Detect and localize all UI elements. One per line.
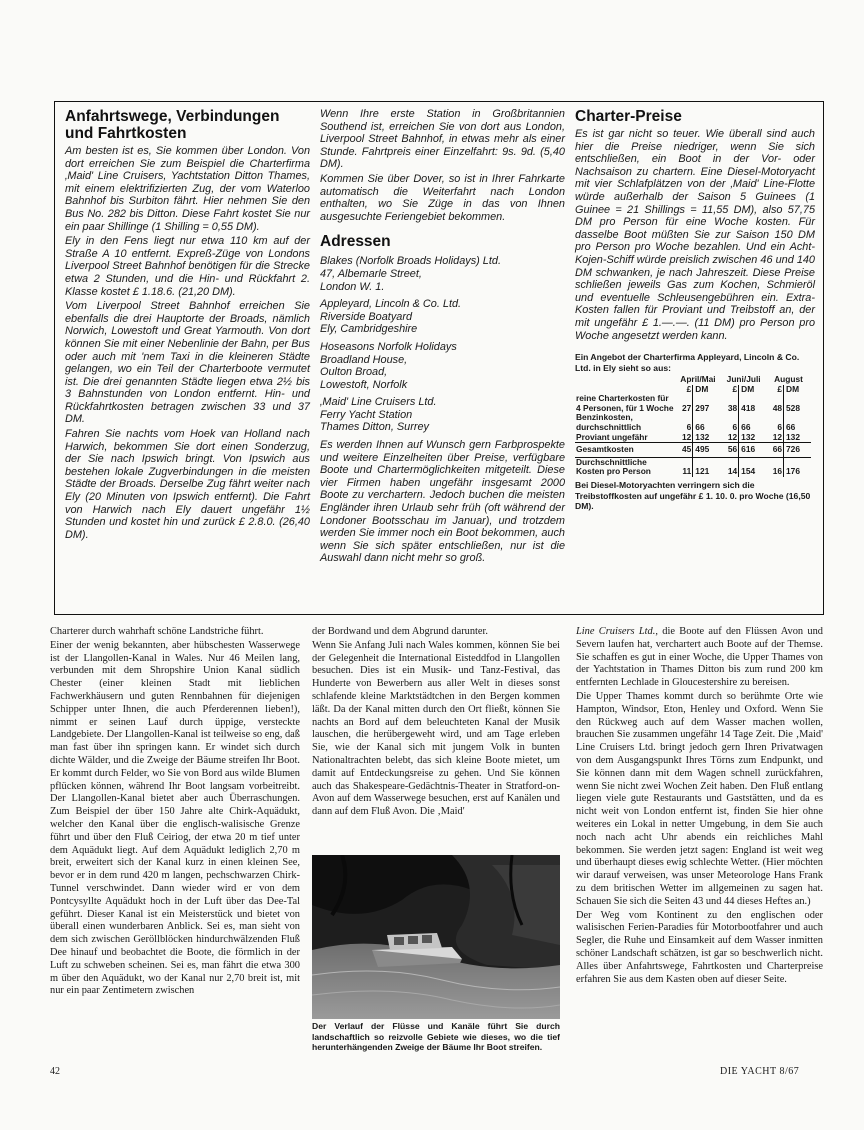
travel-paragraph: Vom Liverpool Street Bahnhof erreichen Sie ebenfalls die drei Hauptorte der Broads, nämlich Norwich, Lowestoft und Great Yarmouth. Von dort können Sie mit einer Nebenlinie der Bahn, per Bus oder auch mit 'nem Taxi in die kleineren Städte gelangen, wo ein Teil der Charterboote vermutet ist. Die drei genannten Städte liegen etwa 2½ bis 3 Bahnstunden von London entfernt. Hin- und Rückfahrtkosten betragen zwischen 33 und 37 DM.: [65, 300, 310, 426]
travel-paragraph: Ely in den Fens liegt nur etwa 110 km auf der Straße A 10 entfernt. Expreß-Züge von Londons Liverpool Street Bahnhof benötigen für die Strecke etwa 2 Stunden, und die Hin- und Rückfahrt 2. Klasse kostet £ 1.18.6. (21,20 DM).: [65, 235, 310, 298]
info-box: [54, 101, 824, 615]
article-paragraph: Einer der wenig bekannten, aber hübschesten Wasserwege ist der Llangollen-Kanal in Wales. Nur 46 Meilen lang, verbunden mit dem Shropshire Union Kanal südlich Chester (einer kleinen Stadt mit lieblichen Fachwerkhäusern und guten Rennbahnen für diejenigen Schipper unter Ihnen, die auch Pferderennen lieben!), nimmt er seinen Lauf durch üppige, versteckte Landgebiete. Der Llangollen-Kanal ist teilweise so eng, daß man fast über ihn springen kann. Er windet sich durch dichte Wälder, und die Zweige der Bäume streifen Ihr Boot. Er kommt durch Felder, wo Sie von Bord aus wilde Blumen pflücken können, während Ihr Boot langsam vorbeitreibt. Der Llangollen-Kanal bietet aber auch Überraschungen. Zum Beispiel der über 150 Jahre alte Chirk-Aquädukt, welcher den Kanal über die englisch-walisische Grenze führt und über den Fluß Ceiriog, der etwa 20 m tief unter dem Aquädukt liegt. Auf dem Aquädukt lediglich 2,70 m breit, erweitert sich der Kanal kurz in einen kleinen See, bevor er in dem rund 420 m langen, pechschwarzen Chirk-Tunnel verschwindet. Dann wieder wird er von dem Pontcysyllte Aquädukt hoch in der Luft über das Dee-Tal geführt. Dieser Kanal ist ein Meisterstück und bietet von überall einen wunderbaren Anblick. Sei es, man sieht von dem sich zwischen Geröllblöcken hindurchwälzenden Fluß Dee hinauf und beobachtet die Boote, die förmlich in der Luft zu schweben scheinen. Sei es, man fährt die etwa 300 m über den Aquädukt, wo der Kanal nur 2,70 breit ist, mit nur ein paar Zentimetern zwischen: [50, 639, 300, 997]
table-cell: 297: [693, 394, 721, 413]
row-label: Benzinkosten, durchschnittlich: [576, 412, 642, 433]
table-cell: 27: [681, 402, 692, 413]
table-cell: 6: [777, 422, 783, 433]
table-cell: 528: [784, 394, 811, 413]
address-line: Broadland House,: [320, 353, 408, 366]
article-column-1: [50, 626, 300, 999]
travel-paragraph: Am besten ist es, Sie kommen über London. Von dort erreichen Sie zum Beispiel die Charterfirma ‚Maid' Line Cruisers, Yachtstation Ditton Thames, mit einem elektrifizierten Zug, der vom Waterloo Bahnhof bis Surbiton fährt. Hier nehmen Sie den Bus No. 282 bis Ditton. Diese Fahrt kostet Sie nur ein paar Shillinge (1 Shilling = 0,55 DM).: [65, 145, 310, 233]
canal-boat-photo-illustration: [312, 855, 560, 1019]
unit-header: DM: [739, 385, 766, 395]
table-cell: 11: [675, 457, 693, 477]
heading-addresses: Adressen: [320, 233, 391, 251]
unit-header: £: [732, 383, 738, 394]
address-line: Lowestoft, Norfolk: [320, 378, 408, 391]
table-intro: Ein Angebot der Charterfirma Appleyard, Lincoln & Co. Ltd. in Ely sieht so aus:: [575, 352, 800, 373]
canal-boat-photo: [312, 855, 560, 1019]
address-line: London W. 1.: [320, 280, 385, 293]
article-paragraph: [576, 626, 823, 690]
unit-header: £: [777, 383, 783, 394]
table-cell: 56: [721, 443, 738, 458]
table-cell: 12: [772, 431, 783, 442]
table-cell: 6: [732, 422, 738, 433]
page-number: 42: [50, 1066, 60, 1077]
box-column-prices: [575, 108, 815, 512]
address-line: Hoseasons Norfolk Holidays: [320, 340, 457, 353]
travel-paragraph: Fahren Sie nachts vom Hoek van Holland nach Harwich, bekommen Sie dort einen Sonderzug, der Sie nach Ipswich bringt. Von Ipswich aus bestehen lokale Zugverbindungen in die meisten Städte der Broads. Derselbe Zug fährt weiter nach Ely (20 Minuten von Ipswich entfernt). Die Fahrt von Harwich nach Ely dauert ungefähr 1½ Stunden und kostet hin und zurück £ 2.8.0. (26,40 DM).: [65, 428, 310, 541]
address-line: ‚Maid' Line Cruisers Ltd.: [320, 396, 437, 409]
table-row: [575, 394, 811, 413]
row-label: Durchschnittliche Kosten pro Person: [575, 457, 675, 477]
table-cell: 132: [784, 433, 811, 443]
travel-paragraph: Wenn Ihre erste Station in Großbritannien Southend ist, erreichen Sie von dort aus London, Liverpool Street Bahnhof, in etwas mehr als einer Stunde. Fahrtpreis einer Einzelfahrt: 9s. 9d. (5,40 DM).: [320, 108, 565, 171]
travel-paragraph: Kommen Sie über Dover, so ist in Ihrer Fahrkarte automatisch die Weiterfahrt nach London enthalten, wo Sie Züge in das von Ihnen ausgesuchte Feriengebiet bekommen.: [320, 172, 565, 223]
unit-header: DM: [693, 385, 721, 395]
article-column-2: [312, 626, 560, 820]
article-paragraph: Der Weg vom Kontinent zu den englischen oder walisischen Ferien-Paradies für Motorbootfahrer und auch Segler, die Ruhe und Einsamkeit auf dem Wasser inmitten schöner Landschaft schätzen, ist gar so beschwerlich nicht. Alles über Anfahrtswege, Fahrtkosten und Charterpreise erfahren Sie aus dem Kasten oben auf dieser Seite.: [576, 909, 823, 985]
address-maid-line: [320, 396, 565, 434]
period-header: August: [774, 374, 803, 385]
price-table: [575, 375, 811, 477]
period-header: Juni/Juli: [726, 374, 761, 385]
article-text: , die Boote auf den Flüssen Avon und Severn laufen hat, verchartert auch Boote auf der Themse. Sie schaffen es gut in einer Woche, die Upper Thames von der Yachtstation in Thames Ditton bis zum rund 200 km entfernten Lechlade in Gloucestershire zu bereisen.: [576, 626, 823, 689]
address-line: 47, Albemarle Street,: [320, 267, 422, 280]
table-cell: 12: [727, 431, 738, 442]
table-cell: 132: [739, 433, 766, 443]
unit-header: £: [686, 383, 692, 394]
table-footnote: Bei Diesel-Motoryachten verringern sich die Treibstoffkosten auf ungefähr £ 1. 10. 0. pro Woche (16,50 DM).: [575, 480, 811, 512]
table-cell: 132: [693, 433, 721, 443]
unit-header: DM: [784, 385, 811, 395]
addresses-closing-paragraph: Es werden Ihnen auf Wunsch gern Farbprospekte und weitere Einzelheiten über Preise, verfügbare Boote und Chartermöglichkeiten mitgeteilt. Diese vier Firmen haben ungefähr insgesamt 2000 Boote zu verchartern. Jedoch buchen die meisten Engländer ihren Urlaub sehr früh (oft während der Londoner Bootsschau im Januar), und trotzdem werden Sie immer noch ein Boot bekommen, auch wenn Sie sich später entschließen, nur ist die Auswahl dann nicht mehr so groß.: [320, 439, 565, 565]
table-cell: 66: [784, 413, 811, 432]
table-row: [575, 413, 811, 432]
prices-paragraph: Es ist gar nicht so teuer. Wie überall sind auch hier die Preise niedriger, wenn Sie sich entschließen, ein Boot in der Vor- oder Nachsaison zu chartern. Eine Diesel-Motoryacht mit vier Schlafplätzen von der ‚Maid' Line-Flotte würde außerhalb der Saison 5 Guinees (1 Guinee = 21 Shillings = 11,55 DM), also 57,75 DM pro Person für eine Woche kosten. Für dasselbe Boot müßten Sie zur Saison 150 DM pro Person pro Woche bezahlen. Und ein Acht-Kojen-Schiff würde preislich zwischen 46 und 140 DM schwanken, je nach Jahreszeit. Diese Preise schließen jeweils Gas zum Kochen, Schmieröl und eventuelle Schleusengebühren ein. Extra-Kosten fallen für Proviant und Treibstoff an, der mit ungefähr £ 1.—.—. (11 DM) pro Person pro Woche angesetzt werden kann.: [575, 128, 815, 342]
magazine-issue: DIE YACHT 8/67: [720, 1066, 800, 1077]
table-cell: 66: [693, 413, 721, 432]
row-label: Proviant ungefähr: [576, 431, 648, 442]
table-cell: 48: [772, 402, 783, 413]
address-line: Riverside Boatyard: [320, 310, 413, 323]
address-line: Appleyard, Lincoln & Co. Ltd.: [320, 298, 462, 311]
article-column-3: [576, 626, 823, 987]
table-row: [575, 433, 811, 443]
company-name: Line Cruisers Ltd.: [576, 626, 656, 637]
table-cell: 66: [739, 413, 766, 432]
table-cell: 66: [766, 443, 783, 458]
address-line: Ferry Yacht Station: [320, 408, 413, 421]
table-cell: 176: [784, 457, 811, 477]
address-line: Oulton Broad,: [320, 366, 388, 379]
address-hoseasons: [320, 341, 565, 391]
table-header-row: [575, 375, 811, 385]
table-row: [575, 457, 811, 477]
address-line: Blakes (Norfolk Broads Holidays) Ltd.: [320, 255, 501, 268]
address-line: Ely, Cambridgeshire: [320, 323, 418, 336]
table-cell: 154: [739, 457, 766, 477]
table-cell: 726: [784, 443, 811, 458]
article-paragraph: der Bordwand und dem Abgrund darunter.: [312, 626, 489, 637]
address-line: Thames Ditton, Surrey: [320, 421, 429, 434]
table-cell: 418: [739, 394, 766, 413]
period-header: April/Mai: [680, 374, 716, 385]
address-appleyard: [320, 298, 565, 336]
table-cell: 6: [686, 422, 692, 433]
table-row-total: [575, 443, 811, 458]
box-column-addresses: [320, 108, 565, 567]
table-cell: 616: [739, 443, 766, 458]
table-cell: 14: [721, 457, 738, 477]
photo-caption: Der Verlauf der Flüsse und Kanäle führt Sie durch landschaftlich so reizvolle Gebiete wie dieses, wo die tief herunterhängenden Zweige der Bäume Ihr Boot streifen.: [312, 1021, 560, 1053]
heading-charter-prices: Charter-Preise: [575, 108, 682, 125]
article-paragraph: Die Upper Thames kommt durch so berühmte Orte wie Hampton, Windsor, Eton, Henley und Oxford. Wenn Sie den Rückweg auch auf dem Wasser machen wollen, brauchen Sie zusammen ungefähr 14 Tage Zeit. Die ‚Maid' Line Cruisers Ltd. bringt jedoch gern Ihren Privatwagen von dem Ausgangspunkt Ihres Törns zum Endpunkt, und Sie können dann mit dem Wagen schnell zurückfahren, wenn Sie nicht zwei Wochen Zeit haben. Den Fluß entlang liegen viele gute Restaurants und Gaststätten, und da es nicht weit von London entfernt ist, finden Sie hier ohne weiteres ein Lokal in netter Umgebung, in dem Sie auch noch nach acht Uhr abends ein reichliches Mahl bekommen. Sie werden jetzt sagen: England ist weit weg und überhaupt dieses ewig schlechte Wetter. (Hier möchten wir darauf verweisen, was unser Meteorologe Hans Frank zu dem britischen Wetter im allgemeinen zu sagen hat. Schauen Sie sich die Seiten 43 und 44 dieses Heftes an.): [576, 690, 823, 907]
table-cell: 16: [766, 457, 783, 477]
table-cell: 495: [693, 443, 721, 458]
table-cell: 12: [681, 431, 692, 442]
article-paragraph: Charterer durch wahrhaft schöne Landstriche führt.: [50, 626, 264, 637]
table-cell: 38: [727, 402, 738, 413]
row-label: reine Charterkosten für 4 Personen, für 1 Woche: [576, 393, 674, 413]
table-cell: 121: [693, 457, 721, 477]
row-label: Gesamtkosten: [575, 443, 675, 458]
heading-travel: Anfahrtswege, Verbindungen und Fahrtkosten: [65, 108, 280, 142]
article-paragraph: Wenn Sie Anfang Juli nach Wales kommen, können Sie bei der Gelegenheit die International Eisteddfod in Llangollen besuchen. Dies ist ein Musik- und Tanz-Festival, das Hunderte von Bewerbern aus aller Welt in dieses sonst schlafende kleine Marktstädtchen in den Bergen kommen läßt. Da der Kanal mitten durch den Ort fließt, können Sie nachts an Bord auf dem beleuchteten Kanal der Musik lauschen, die herübergeweht wird, und am Tage erleben Sie, wie der Kanal sich mit jungem Volk in bunten Nationaltrachten belebt, das sich kleine Boote mietet, um damit auf Entdeckungsreise zu gehen. Und Sie können auch das Shakespeare-Gedächtnis-Theater in Stratford-on-Avon auf dem Wasserwege besuchen, erst auf Kanälen und dann auf dem Fluß Avon. Die ‚Maid': [312, 639, 560, 818]
address-blakes: [320, 255, 565, 293]
table-cell: 45: [675, 443, 693, 458]
box-column-travel: [65, 108, 310, 543]
